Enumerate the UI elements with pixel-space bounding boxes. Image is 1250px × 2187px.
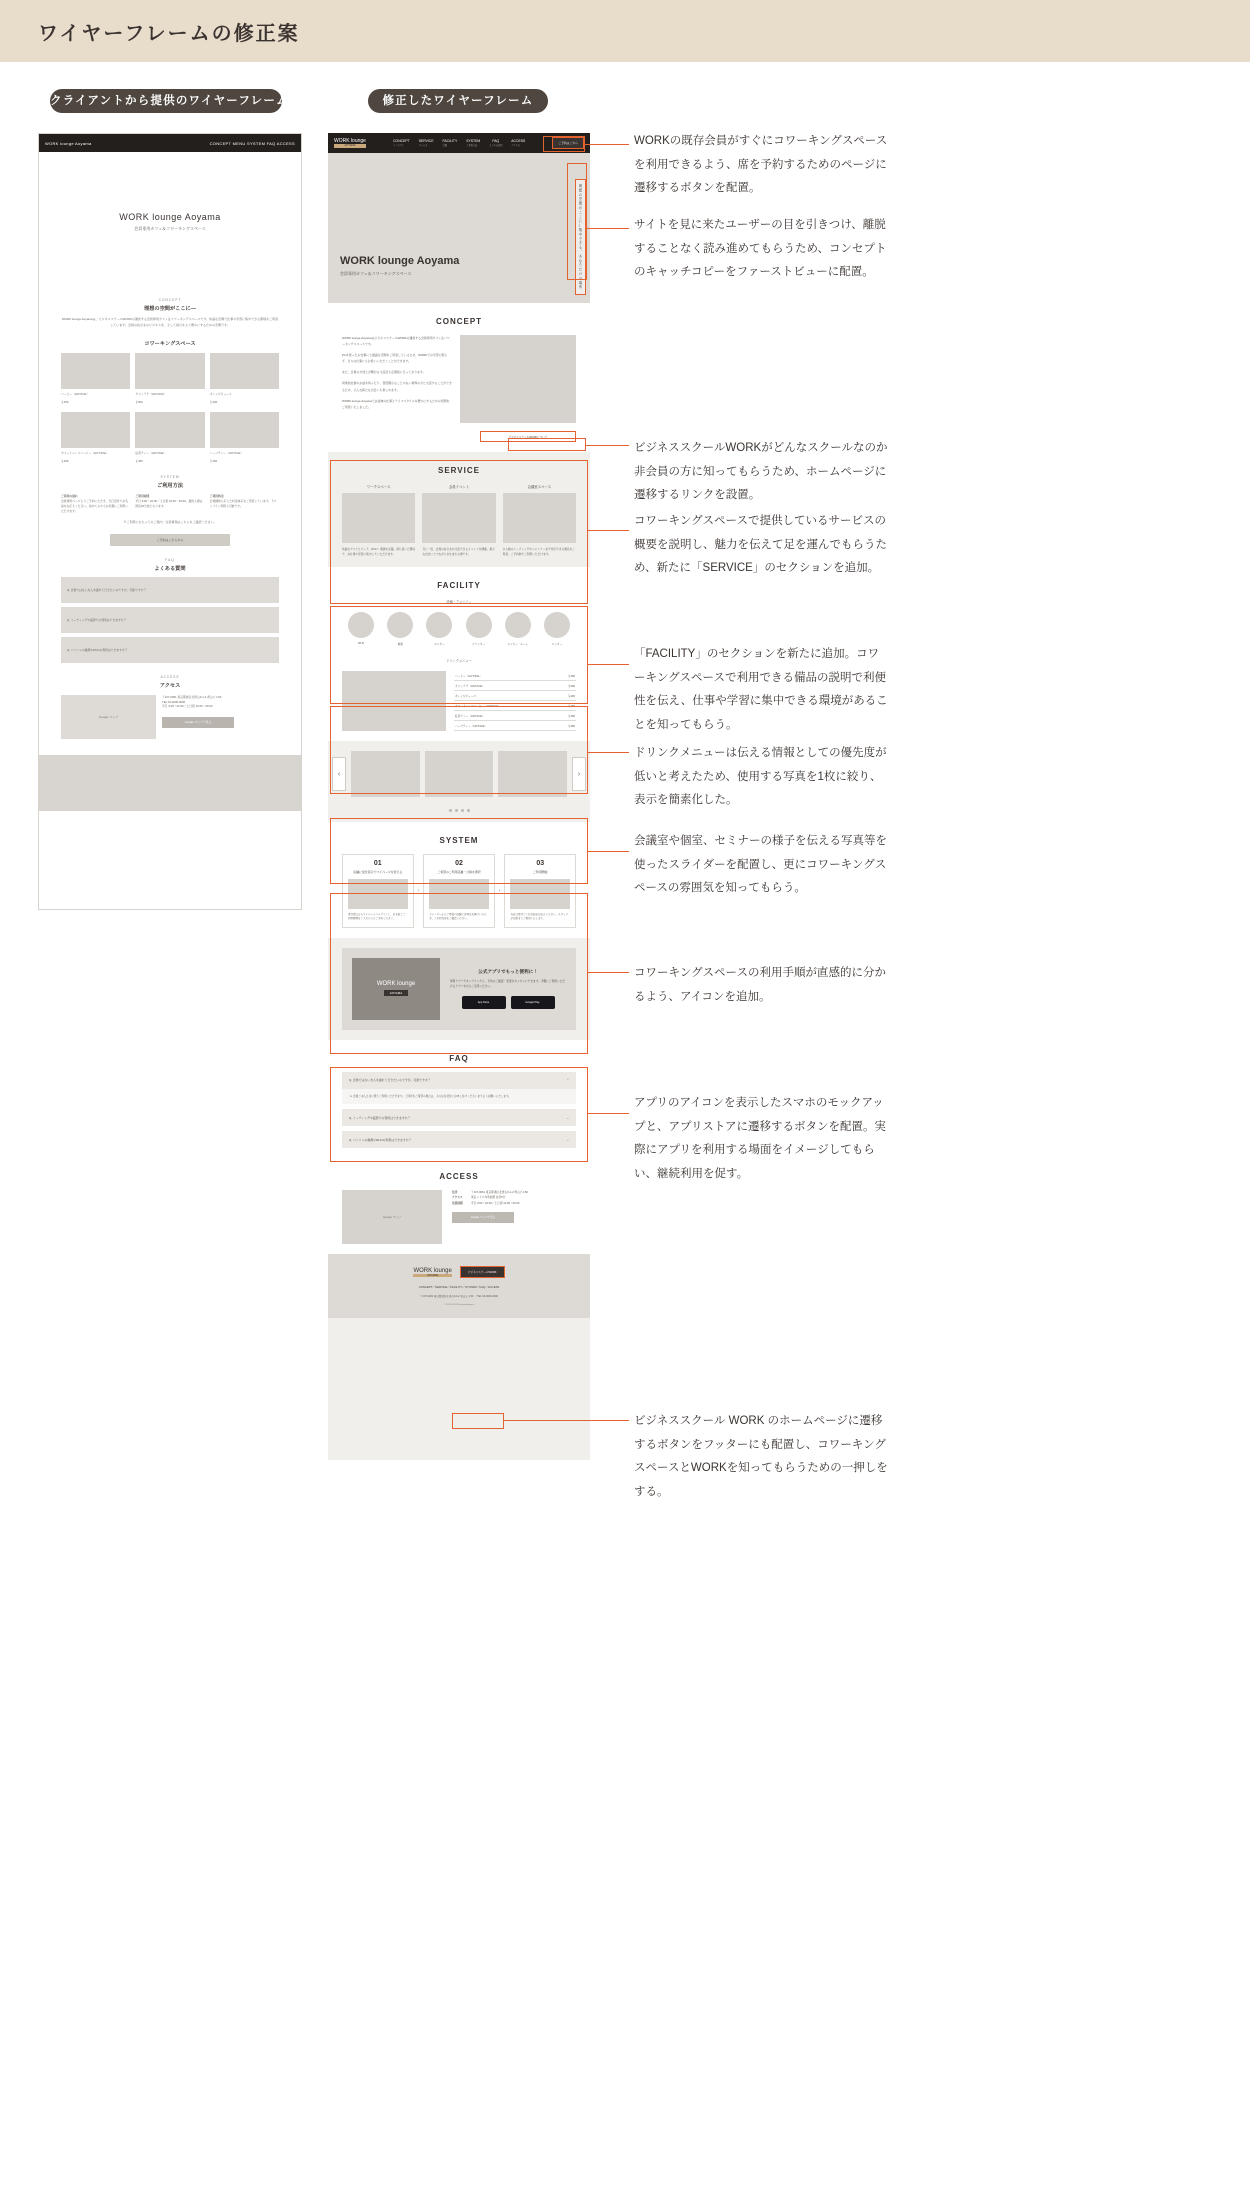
nav-item-system[interactable]: [466, 139, 480, 147]
map-placeholder: Google マップ: [61, 695, 156, 739]
drink-image-placeholder: [342, 671, 446, 731]
new-system-section: [328, 822, 590, 938]
slider-dot[interactable]: [461, 809, 464, 812]
app-store-badge[interactable]: App Store: [462, 996, 506, 1009]
facility-item: [424, 612, 454, 646]
old-menu-card-price: ￥450: [61, 458, 69, 463]
annotation-reserve-button: WORKの既存会員がすぐにコワーキングスペースを利用できるよう、席を予約するためのページに遷移するボタンを配置。: [634, 135, 888, 195]
service-title: SERVICE: [438, 466, 480, 475]
page-header: [0, 0, 1250, 62]
service-card: [342, 484, 415, 557]
system-step: [342, 854, 414, 928]
service-card: [422, 484, 495, 557]
map-placeholder[interactable]: Google マップ: [342, 1190, 442, 1244]
facility-item-label: ロッカー・ルーム: [507, 643, 529, 647]
nav-item-label: FAQ: [492, 139, 500, 143]
drink-name: カフェラテ（HOT/ICE）: [455, 684, 485, 688]
drink-list: [454, 671, 576, 731]
new-concept-section: [328, 303, 590, 452]
faq-answer: A. 会員ご本人さまに限りご利用いただけます。ご同伴をご希望の場合は、その旨を受付にお申し付けくださいますようお願いいたします。: [342, 1089, 576, 1104]
nav-item-concept[interactable]: [393, 139, 410, 147]
old-system-col-title: ご利用時間: [135, 494, 150, 499]
old-nav-menu: CONCEPT MENU SYSTEM FAQ ACCESS: [209, 140, 295, 146]
printer-icon: [466, 612, 492, 638]
old-access-title: アクセス: [159, 682, 181, 689]
monitor-icon: [426, 612, 452, 638]
facility-item: [464, 612, 494, 646]
concept-paragraph: 同業他社様のお話を伺ったり、普段関わることのない業界の方と交流することができるため、そんな新たな出会いも楽しめます。: [342, 381, 452, 392]
system-step: [423, 854, 495, 928]
drink-menu-label: ドリンクメニュー: [446, 659, 472, 664]
leader-line: [588, 530, 629, 531]
old-system-columns: [61, 494, 279, 513]
old-system-col-body: 平日 9:00〜22:00／土日祝 10:00〜20:00。最終入場は閉店30分前となります。: [135, 499, 203, 508]
label-revised-wireframe: 修正したワイヤーフレーム: [368, 89, 548, 113]
old-footer: [39, 755, 301, 811]
old-system-note: ※ご利用にあたってのご案内・注意事項はこちらをご確認ください。: [123, 520, 217, 525]
old-system-col-title: ご利用の流れ: [61, 494, 78, 499]
nav-item-label: FACILITY: [442, 139, 458, 143]
old-menu-card: [61, 353, 130, 404]
app-promo: [342, 948, 576, 1030]
old-menu-card-name: 紅茶ティー（HOT/ICE）: [135, 451, 167, 456]
image-placeholder: [422, 493, 495, 543]
service-card: [503, 484, 576, 557]
facility-item: [346, 612, 376, 646]
old-system-col: [61, 494, 130, 513]
access-title: ACCESS: [439, 1172, 479, 1182]
faq-question-text: Q. ミーティングや撮影での利用はできますか？: [349, 1115, 411, 1120]
page-title: ワイヤーフレームの修正案: [38, 22, 300, 45]
nav-item-sublabel: コンセプト: [393, 145, 405, 147]
slider-prev-icon[interactable]: ‹: [332, 757, 346, 791]
access-label: アクセス: [452, 1196, 463, 1200]
hero-vertical-catchcopy: 理想の空間がここに―集中できる、あなただけの場所: [575, 179, 586, 295]
annotation-drink-menu: ドリンクメニューは伝える情報としての優先度が低いと考えたため、使用する写真を1枚に絞り、表示を簡素化した。: [634, 747, 887, 807]
annotation-system-icons: コワーキングスペースの利用手順が直感的に分かるよう、アイコンを追加。: [634, 967, 886, 1003]
old-access-info: [162, 695, 279, 728]
wifi-icon: [348, 612, 374, 638]
old-menu-card-price: ￥450: [209, 458, 218, 463]
chevron-down-icon: ⌄: [566, 1115, 569, 1120]
drink-row: [454, 711, 576, 721]
image-placeholder: [342, 493, 415, 543]
old-system-section: [39, 469, 301, 552]
service-card-title: ワークスペース: [366, 485, 391, 489]
access-value: 平日 9:00〜22:00／土日祝 10:00〜20:00: [471, 1201, 520, 1205]
new-nav-menu: [393, 139, 525, 147]
nav-item-facility[interactable]: [443, 139, 458, 147]
old-faq-item[interactable]: Q. パソコンの電源やWi-Fiの利用はできますか？: [61, 637, 279, 663]
old-menu-card-price: ￥450: [135, 458, 143, 463]
chevron-up-icon: ⌃: [566, 1078, 569, 1083]
new-service-section: [328, 452, 590, 567]
footer-row: [340, 1266, 578, 1278]
facility-item-label: ロッカー: [551, 643, 563, 647]
old-access-address: 〒107-0061 東京都港区北青山3-1-2 青山ビル5F: [162, 694, 222, 699]
old-system-col-body: 会員種別に応じた料金体系をご用意しています。ドロップイン利用も可能です。: [209, 499, 277, 508]
app-text: [450, 969, 566, 1008]
map-button[interactable]: Google マップで見る: [452, 1212, 514, 1223]
access-label: 営業時間: [452, 1201, 463, 1205]
annotation-footer-cta: ビジネススクール WORK のホームページに遷移するボタンをフッターにも配置し、コワーキングスペースとWORKを知ってもらうための一押しをする。: [634, 1415, 888, 1498]
new-nav-logo[interactable]: [334, 138, 366, 147]
slide-image-placeholder[interactable]: [498, 751, 567, 797]
old-menu-card: [210, 412, 279, 463]
old-menu-card: [61, 412, 130, 463]
drink-name: ハーブティー（HOT/ICE）: [455, 724, 488, 728]
footer-logo-sub: AOYAMA: [413, 1274, 451, 1277]
leader-line: [588, 851, 629, 852]
leader-line: [585, 144, 629, 145]
old-concept-title: 理想の空間がここに―: [144, 306, 196, 312]
access-line: [452, 1201, 576, 1206]
service-card-title: 会議室スペース: [527, 485, 552, 489]
facility-title: FACILITY: [437, 581, 481, 591]
old-system-eyebrow: SYSTEM: [160, 475, 180, 480]
new-nav-logo-sub: AOYAMA: [334, 144, 366, 147]
app-logo-sub: AOYAMA: [384, 990, 409, 996]
app-store-badges: [450, 996, 566, 1009]
service-cards: [342, 484, 576, 557]
system-steps: [342, 854, 576, 928]
old-menu-row-1: [61, 353, 279, 404]
drink-row: [454, 691, 576, 701]
app-logo: WORK lounge: [376, 981, 416, 988]
new-footer: [328, 1254, 590, 1318]
nav-item-faq[interactable]: [489, 139, 502, 147]
new-hero-sub: 会員専用カフェ＆コワーキングスペース: [340, 271, 412, 276]
step-number: 01: [373, 860, 382, 868]
drink-price: ￥500: [567, 684, 575, 688]
annotation-facility-section: 「FACILITY」のセクションを新たに追加。コワーキングスペースで利用できる備品の説明で利便性を伝え、仕事や学習に集中できる環境があることを知ってもらう。: [634, 648, 888, 731]
label-original-wireframe: クライアントから提供のワイヤーフレーム: [50, 89, 282, 113]
concept-paragraph: また、会員の方同士が繋がる交流会も定期的に行っております。: [342, 370, 426, 375]
old-menu-card-name: コーヒー（HOT/ICE）: [61, 392, 90, 397]
access-value: 〒107-0061 東京都港区北青山3-1-2 青山ビル5F: [471, 1191, 529, 1195]
old-system-col: [210, 494, 279, 513]
slider-dot[interactable]: [467, 809, 470, 812]
old-menu-card-price: ￥400: [209, 399, 218, 404]
step-number: 02: [455, 860, 463, 868]
drink-name: カフェインレスコーヒー（HOT/ICE）: [455, 704, 501, 708]
faq-question-text: Q. 会員ではない友人を連れて行きたいのですが、可能ですか？: [349, 1078, 431, 1083]
old-menu-section: [39, 334, 301, 469]
nav-item-label: ACCESS: [511, 139, 526, 143]
old-nav-logo: WORK lounge Aoyama: [45, 140, 92, 146]
old-faq-section: [39, 552, 301, 669]
nav-item-label: SERVICE: [418, 139, 434, 143]
drink-row: [454, 721, 576, 731]
old-faq-item[interactable]: Q. ミーティングや撮影での利用はできますか？: [61, 607, 279, 633]
old-menu-title: コワーキングスペース: [144, 341, 196, 348]
access-row: [342, 1190, 576, 1244]
old-menu-card: [210, 353, 279, 404]
annotation-hero-catchcopy: サイトを見に来たユーザーの目を引きつけ、離脱することなく読み進めてもらうため、コンセプトのキャッチコピーをファーストビューに配置。: [634, 219, 887, 279]
image-placeholder: [61, 412, 130, 448]
app-body: 専用アプリでオンラインでも、予約のご確認・変更がカンタンにできます。手軽にご利用いただけるアプリをぜひご活用ください。: [450, 980, 566, 989]
annotation-gallery-slider: 会議室や個室、セミナーの様子を伝える写真等を使ったスライダーを配置し、更にコワーキングスペースの雰囲気を知ってもらう。: [634, 835, 887, 895]
old-hero-title: WORK lounge Aoyama: [119, 212, 221, 222]
concept-paragraph: WORK lounge AoyamaはビジネススクールWORKの運営する会員専用カフェ＆コワーキングスペースです。: [342, 336, 450, 347]
old-reserve-button[interactable]: ご予約はこちらから: [110, 534, 230, 546]
app-phone-mockup: [352, 958, 440, 1020]
leader-line: [588, 972, 629, 973]
old-menu-card-price: ￥500: [135, 399, 143, 404]
step-title: 店舗に受付窓口でマイページを変える: [353, 870, 403, 875]
image-placeholder: [503, 493, 576, 543]
concept-paragraph: PCを使ったお仕事にも最適な空間をご用意しているため、WORKでの学習に限らず、日々の仕事にもお使いいただくことができます。: [342, 353, 448, 364]
access-value: 東京メトロ外苑前駅 徒歩5分: [471, 1196, 506, 1200]
facility-item: [542, 612, 572, 646]
nav-item-label: SYSTEM: [466, 139, 481, 143]
faq-question[interactable]: [342, 1109, 576, 1126]
nav-item-label: CONCEPT: [393, 139, 410, 143]
service-card-body: 少人数のミーティングからセミナーまで対応できる個室をご用意。ご予約制でご利用いただけます。: [502, 548, 575, 557]
old-menu-card: [135, 353, 204, 404]
annotation-work-link: ビジネススクールWORKがどんなスクールなのか非会員の方に知ってもらうため、ホームページに遷移するリンクを設置。: [634, 442, 888, 502]
chevron-down-icon: ⌄: [566, 1137, 569, 1142]
step-arrow-icon: ›: [498, 888, 501, 895]
app-title: 公式アプリでもっと便利に！: [478, 969, 538, 975]
drink-row: [454, 681, 576, 691]
leader-line: [588, 664, 629, 665]
footer-logo-text: WORK lounge: [413, 1267, 452, 1274]
revised-wireframe-mock: [328, 133, 590, 1460]
footer-logo[interactable]: [413, 1268, 451, 1277]
drink-menu: [342, 671, 576, 731]
slider-dot[interactable]: [449, 809, 452, 812]
concept-paragraph: WORK lounge Aoyamaでは皆様の仕事とライフスタイルを豊かにするための空間をご用意いたしました。: [342, 398, 450, 409]
facility-items: [342, 612, 576, 646]
old-concept-eyebrow: CONCEPT: [158, 298, 182, 302]
old-faq-item[interactable]: Q. 会員ではない友人を連れて行きたいのですが、可能ですか？: [61, 577, 279, 603]
concept-image-placeholder: [460, 335, 576, 423]
drink-price: ￥450: [567, 724, 575, 728]
service-card-body: 快適なデスクとチェア、Wi-Fi・電源を完備。落ち着いた環境で、お仕事や学習に集中していただけます。: [342, 548, 416, 557]
image-placeholder: [210, 353, 279, 389]
service-card-title: 会員イベント: [448, 485, 470, 489]
facility-sub-label: 設備・アメニティ: [446, 600, 472, 605]
image-placeholder: [61, 353, 130, 389]
room-icon: [505, 612, 531, 638]
old-access-eyebrow: ACCESS: [160, 674, 180, 679]
step-title: ご希望のご利用店舗・日時を選択: [437, 870, 481, 875]
concept-row: [342, 335, 576, 423]
drink-row: [454, 671, 576, 681]
gallery-slider-section: [328, 741, 590, 812]
old-access-section: [39, 669, 301, 745]
footer-address: 〒107-0061 東京都港区北青山3-1-2 青山ビル5F ／ TEL 03-0000-0000: [420, 1295, 498, 1299]
leader-line: [504, 1420, 629, 1421]
drink-name: 紅茶ティー（HOT/ICE）: [455, 714, 485, 718]
facility-item: [503, 612, 533, 646]
faq-question-text: Q. パソコンの電源やWi-Fiの利用はできますか？: [349, 1137, 412, 1142]
new-hero-title: WORK lounge Aoyama: [340, 255, 460, 267]
locker-icon: [544, 612, 570, 638]
old-access-tel: TEL 03-0000-0000: [162, 699, 186, 704]
facility-item-label: モニター: [434, 643, 445, 647]
facility-item: [385, 612, 415, 646]
step-body: カレンダーからご希望の店舗と日時をお選びいただき、ご予約内容をご確認ください。: [429, 912, 487, 921]
facility-item-label: 電源: [397, 643, 403, 647]
step-number: 03: [536, 860, 545, 868]
work-school-link[interactable]: ビジネススクールWORKについて: [480, 431, 576, 442]
step-body: 当日は受付にてお名前をお伝えください。スタッフがお席までご案内いたします。: [510, 912, 568, 921]
image-placeholder: [135, 353, 204, 389]
image-placeholder: [210, 412, 279, 448]
faq-question[interactable]: [342, 1131, 576, 1148]
nav-item-sublabel: アクセス: [511, 145, 520, 147]
old-system-col-body: 会員専用ページよりご予約いただき、当日受付でお名前をお伝えください。初めての方もお気軽にご利用いただけます。: [61, 499, 129, 513]
step-body: 受付窓口からマイページへログインし、お名前とご利用時間をご入力のうえご予約ください。: [348, 912, 406, 921]
access-label: 住所: [452, 1191, 458, 1195]
concept-text: [342, 335, 452, 423]
drink-price: ￥450: [567, 674, 575, 678]
new-facility-section: [328, 567, 590, 741]
leader-line: [588, 752, 629, 753]
system-step: [504, 854, 576, 928]
old-menu-card: [135, 412, 204, 463]
new-app-section: [328, 938, 590, 1040]
old-faq-title: よくある質問: [154, 565, 186, 572]
drink-row: [454, 701, 576, 711]
new-navbar: [328, 133, 590, 153]
access-info: [452, 1190, 576, 1244]
step-icon: [510, 879, 570, 909]
nav-item-access[interactable]: [511, 139, 525, 147]
slide-image-placeholder[interactable]: [351, 751, 420, 797]
slider-dot[interactable]: [455, 809, 458, 812]
nav-item-sublabel: ご利用方法: [466, 145, 478, 147]
drink-price: ￥400: [567, 694, 575, 698]
old-concept-body: WORK lounge Aoyamaは、ビジネススクールWORKの運営する会員専用カフェ＆コワーキングスペースです。快適な空間で仕事や学習に集中できる環境をご用意しています。会員の皆さまのビジネスを、そして毎日をより豊かにするための空間です。: [61, 317, 279, 327]
old-system-title: ご利用方法: [157, 483, 183, 490]
drink-price: ￥450: [567, 704, 575, 708]
facility-item-label: プリンター: [472, 643, 485, 647]
facility-item-label: Wi-Fi: [357, 642, 365, 646]
old-menu-card-name: カフェインレスコーヒー（HOT/ICE）: [61, 451, 109, 456]
nav-item-service[interactable]: [419, 139, 434, 147]
faq-question[interactable]: [342, 1072, 576, 1089]
slider-next-icon[interactable]: ›: [572, 757, 586, 791]
old-menu-row-2: [61, 412, 279, 463]
footer-work-button[interactable]: ビジネススクールWORK: [460, 1266, 505, 1278]
drink-price: ￥450: [567, 714, 575, 718]
google-play-badge[interactable]: Google Play: [511, 996, 555, 1009]
old-map-button[interactable]: Google マップで見る: [162, 717, 234, 728]
new-faq-section: [328, 1040, 590, 1158]
drink-name: オレンジジュース: [455, 694, 477, 698]
old-menu-card-name: カフェラテ（HOT/ICE）: [135, 392, 167, 397]
old-faq-eyebrow: FAQ: [165, 557, 175, 562]
slide-image-placeholder[interactable]: [425, 751, 494, 797]
new-hero: [328, 153, 590, 303]
step-icon: [348, 879, 408, 909]
old-menu-card-name: ハーブティー（HOT/ICE）: [209, 451, 244, 456]
old-hero-sub: 会員専用カフェ＆コワーキングスペース: [134, 226, 206, 231]
leader-line: [586, 445, 629, 446]
leader-line: [588, 1113, 629, 1114]
new-access-section: [328, 1158, 590, 1254]
step-title: ご利用開始: [532, 870, 548, 875]
original-wireframe-mock: [38, 133, 302, 910]
nav-item-sublabel: 設備: [442, 145, 447, 147]
image-placeholder: [135, 412, 204, 448]
system-title: SYSTEM: [439, 836, 479, 846]
leader-line: [587, 228, 629, 229]
footer-copyright: © 2024 WORK lounge Aoyama: [443, 1304, 475, 1307]
power-icon: [387, 612, 413, 638]
old-menu-card-name: オレンジジュース: [209, 392, 232, 397]
service-card-body: 月に一度、会員の皆さまが交流できるイベントを開催。新たな出会いとつながりが生まれる場です。: [422, 548, 495, 557]
new-nav-logo-text: WORK lounge: [334, 138, 366, 145]
nav-item-sublabel: よくある質問: [489, 145, 503, 147]
old-system-col: [135, 494, 204, 513]
annotation-app-promo: アプリのアイコンを表示したスマホのモックアップと、アプリストアに遷移するボタンを配置。実際にアプリを利用する場面をイメージしてもらい、継続利用を促す。: [634, 1097, 886, 1180]
footer-nav[interactable]: CONCEPT／SERVICE／FACILITY／SYSTEM／FAQ／ACCESS: [418, 1285, 500, 1290]
old-access-row: [61, 695, 279, 739]
drink-name: コーヒー（HOT/ICE）: [455, 674, 482, 678]
reserve-cta-button[interactable]: ご予約はこちら: [552, 137, 584, 149]
annotation-service-section: コワーキングスペースで提供しているサービスの概要を説明し、魅力を伝えて足を運んでもらうため、新たに「SERVICE」のセクションを追加。: [634, 515, 887, 575]
old-system-col-title: ご利用料金: [209, 494, 224, 499]
faq-title: FAQ: [449, 1053, 469, 1063]
old-concept-section: [39, 292, 301, 334]
nav-item-sublabel: サービス: [418, 145, 428, 147]
old-navbar: [39, 134, 301, 152]
gallery-slider: [328, 741, 590, 807]
slider-dots[interactable]: [328, 809, 590, 812]
old-hero: [39, 152, 301, 292]
concept-title: CONCEPT: [435, 317, 483, 326]
old-access-hours: 平日 9:00〜22:00／土日祝 10:00〜20:00: [162, 704, 213, 709]
step-arrow-icon: ›: [417, 888, 420, 895]
old-menu-card-price: ￥450: [61, 399, 69, 404]
step-icon: [429, 879, 489, 909]
